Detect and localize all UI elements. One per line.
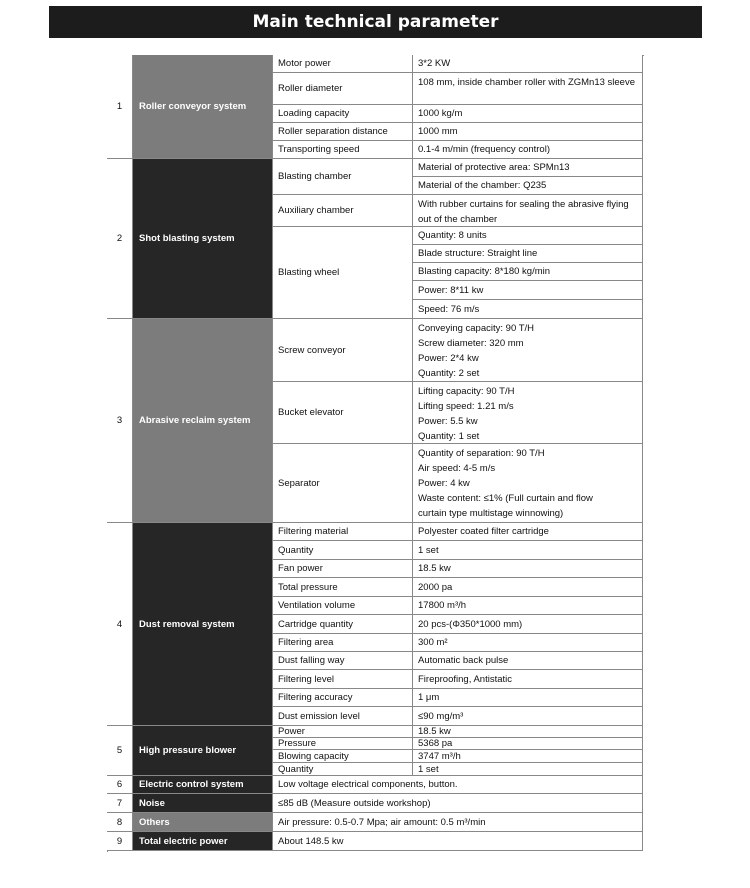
row-number: 8 <box>107 813 133 832</box>
item-value: ≤90 mg/m³ <box>413 707 643 726</box>
item-value: Material of the chamber: Q235 <box>413 177 643 195</box>
item-name: Pressure <box>273 738 413 750</box>
system-name: Roller conveyor system <box>133 55 273 159</box>
item-value-line: Waste content: ≤1% (Full curtain and flow <box>418 493 593 504</box>
row-number: 4 <box>107 523 133 726</box>
item-value: 18.5 kw <box>413 726 643 738</box>
item-value: 2000 pa <box>413 578 643 597</box>
row-number: 9 <box>107 832 133 851</box>
item-value-line: Screw diameter: 320 mm <box>418 338 524 349</box>
item-value: Polyester coated filter cartridge <box>413 523 643 541</box>
item-name: Blasting wheel <box>273 227 413 319</box>
item-value: 18.5 kw <box>413 560 643 578</box>
item-name: Roller separation distance <box>273 123 413 141</box>
item-name: Screw conveyor <box>273 319 413 382</box>
item-name: Filtering material <box>273 523 413 541</box>
item-value: 1 μm <box>413 689 643 707</box>
item-value: Power: 8*11 kw <box>413 281 643 300</box>
item-name: Cartridge quantity <box>273 615 413 634</box>
system-name: Abrasive reclaim system <box>133 319 273 523</box>
item-name: Dust falling way <box>273 652 413 670</box>
item-value-line: Quantity of separation: 90 T/H <box>418 448 545 459</box>
system-name: Others <box>133 813 273 832</box>
item-value <box>413 73 643 105</box>
item-value <box>413 319 643 382</box>
row-number: 7 <box>107 794 133 813</box>
item-value-line: Quantity: 2 set <box>418 368 480 379</box>
item-name: Roller diameter <box>273 73 413 105</box>
item-value: 3*2 KW <box>413 55 643 73</box>
item-value: 1 set <box>413 763 643 776</box>
item-value-text: With rubber curtains for sealing the abrasive flying out of the chamber <box>418 199 629 225</box>
item-value: ≤85 dB (Measure outside workshop) <box>273 794 643 813</box>
row-number: 2 <box>107 159 133 319</box>
item-value: About 148.5 kw <box>273 832 643 851</box>
item-name: Quantity <box>273 541 413 560</box>
item-name: Quantity <box>273 763 413 776</box>
item-value-text: 108 mm, inside chamber roller with ZGMn13 sleeve <box>418 77 636 88</box>
row-number: 5 <box>107 726 133 776</box>
item-value-line: Lifting speed: 1.21 m/s <box>418 401 514 412</box>
item-value: Automatic back pulse <box>413 652 643 670</box>
item-name: Auxiliary chamber <box>273 195 413 227</box>
item-name: Blowing capacity <box>273 750 413 763</box>
item-value: Air pressure: 0.5-0.7 Mpa; air amount: 0.5 m³/min <box>273 813 643 832</box>
item-value-line: Power: 2*4 kw <box>418 353 479 364</box>
item-value: 1000 mm <box>413 123 643 141</box>
item-name: Total pressure <box>273 578 413 597</box>
system-name: Shot blasting system <box>133 159 273 319</box>
item-value: Quantity: 8 units <box>413 227 643 245</box>
item-value <box>413 444 643 523</box>
item-name: Blasting chamber <box>273 159 413 195</box>
item-value: Blade structure: Straight line <box>413 245 643 263</box>
system-name: Total electric power <box>133 832 273 851</box>
item-value: Material of protective area: SPMn13 <box>413 159 643 177</box>
item-value <box>413 195 643 227</box>
item-name: Separator <box>273 444 413 523</box>
item-value-line: curtain type multistage winnowing) <box>418 508 564 519</box>
system-name: High pressure blower <box>133 726 273 776</box>
item-value-line: Power: 4 kw <box>418 478 470 489</box>
item-value-line: Air speed: 4-5 m/s <box>418 463 496 474</box>
item-value-line: Quantity: 1 set <box>418 431 480 442</box>
row-number: 6 <box>107 776 133 794</box>
item-value: 3747 m³/h <box>413 750 643 763</box>
item-value: 300 m² <box>413 634 643 652</box>
item-name: Fan power <box>273 560 413 578</box>
item-value: 1000 kg/m <box>413 105 643 123</box>
item-name: Filtering area <box>273 634 413 652</box>
page-title: Main technical parameter <box>49 6 702 38</box>
item-value: 20 pcs-(Φ350*1000 mm) <box>413 615 643 634</box>
item-value-line: Conveying capacity: 90 T/H <box>418 323 534 334</box>
item-name: Motor power <box>273 55 413 73</box>
item-name: Filtering accuracy <box>273 689 413 707</box>
item-value: 1 set <box>413 541 643 560</box>
item-value: 5368 pa <box>413 738 643 750</box>
row-number: 3 <box>107 319 133 523</box>
item-name: Transporting speed <box>273 141 413 159</box>
item-value-line: Lifting capacity: 90 T/H <box>418 386 515 397</box>
item-value: Speed: 76 m/s <box>413 300 643 319</box>
item-name: Ventilation volume <box>273 597 413 615</box>
item-value-line: Power: 5.5 kw <box>418 416 478 427</box>
system-name: Noise <box>133 794 273 813</box>
system-name: Dust removal system <box>133 523 273 726</box>
item-value: Low voltage electrical components, button. <box>273 776 643 794</box>
system-name: Electric control system <box>133 776 273 794</box>
item-value: 0.1-4 m/min (frequency control) <box>413 141 643 159</box>
item-value <box>413 382 643 444</box>
item-name: Filtering level <box>273 670 413 689</box>
item-value: Fireproofing, Antistatic <box>413 670 643 689</box>
item-value: 17800 m³/h <box>413 597 643 615</box>
item-name: Bucket elevator <box>273 382 413 444</box>
item-value: Blasting capacity: 8*180 kg/min <box>413 263 643 281</box>
item-name: Dust emission level <box>273 707 413 726</box>
row-number: 1 <box>107 55 133 159</box>
item-name: Power <box>273 726 413 738</box>
item-name: Loading capacity <box>273 105 413 123</box>
